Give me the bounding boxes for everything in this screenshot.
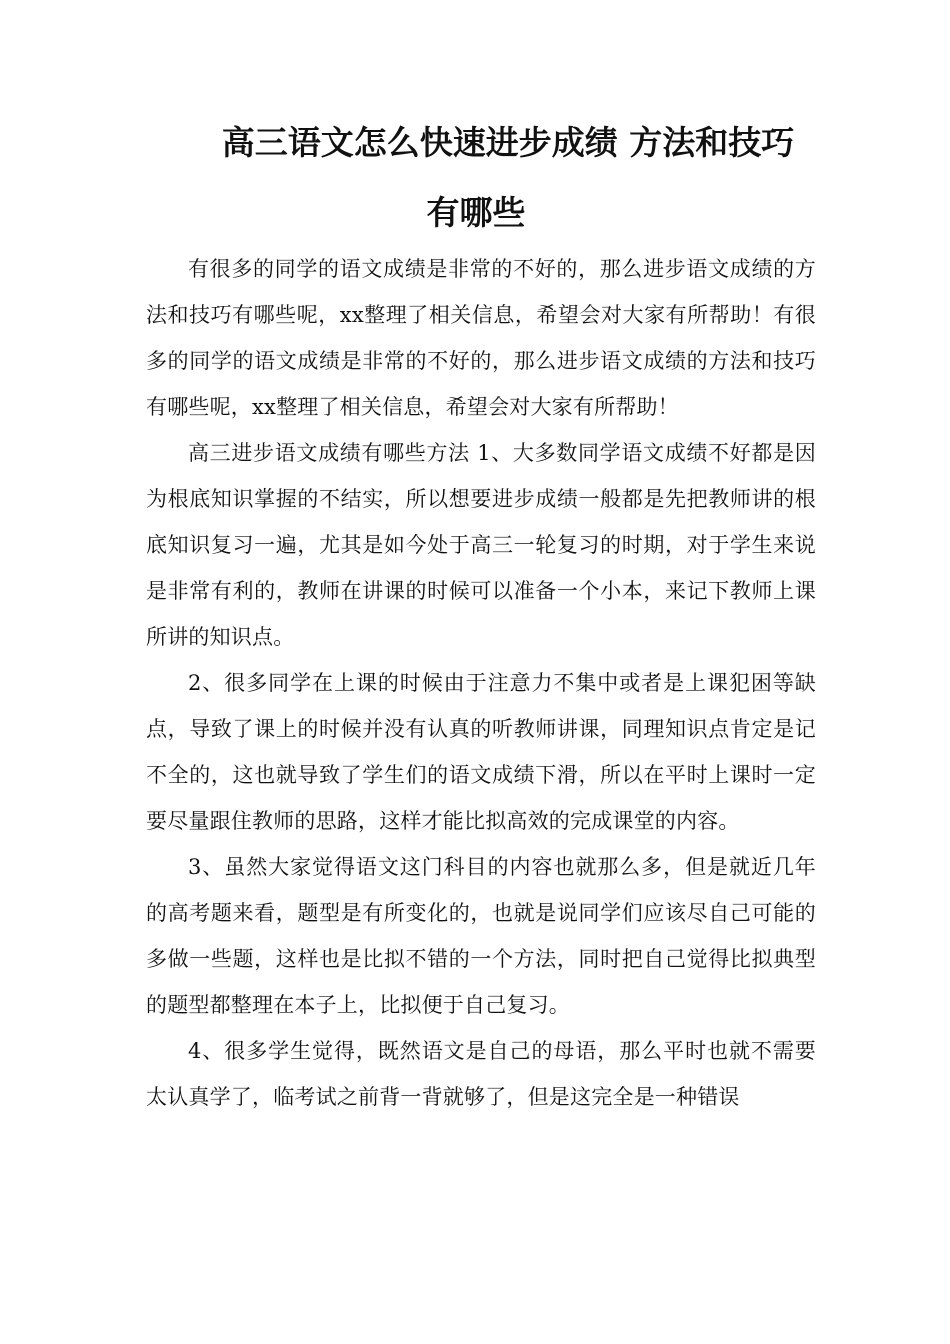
title-line-1: 高三语文怎么快速进步成绩 方法和技巧	[221, 123, 795, 162]
document-title	[146, 108, 806, 248]
paragraph-method-3: 3、虽然大家觉得语文这门科目的内容也就那么多，但是就近几年的高考题来看，题型是有所变化的，也就是说同学们应该尽自己可能的多做一些题，这样也是比拟不错的一个方法，同时把自己觉得比拟典型的题型都整理在本子上，比拟便于自己复习。	[146, 855, 816, 1017]
paragraph-method-1: 高三进步语文成绩有哪些方法 1、大多数同学语文成绩不好都是因为根底知识掌握的不结实，所以想要进步成绩一般都是先把教师讲的根底知识复习一遍，尤其是如今处于高三一轮复习的时期，对于学生来说是非常有利的，教师在讲课的时候可以准备一个小本，来记下教师上课所讲的知识点。	[146, 441, 816, 649]
paragraph-method-4: 4、很多学生觉得，既然语文是自己的母语，那么平时也就不需要太认真学了，临考试之前背一背就够了，但是这完全是一种错误	[146, 1039, 816, 1109]
paragraph-intro: 有很多的同学的语文成绩是非常的不好的，那么进步语文成绩的方法和技巧有哪些呢，xx整理了相关信息，希望会对大家有所帮助！有很多的同学的语文成绩是非常的不好的，那么进步语文成绩的方法和技巧有哪些呢，xx整理了相关信息，希望会对大家有所帮助！	[146, 257, 816, 419]
paragraph-method-2: 2、很多同学在上课的时候由于注意力不集中或者是上课犯困等缺点，导致了课上的时候并没有认真的听教师讲课，同理知识点肯定是记不全的，这也就导致了学生们的语文成绩下滑，所以在平时上课时一定要尽量跟住教师的思路，这样才能比拟高效的完成课堂的内容。	[146, 671, 816, 833]
title-line-2: 有哪些	[426, 193, 526, 232]
document-body	[146, 246, 816, 1120]
